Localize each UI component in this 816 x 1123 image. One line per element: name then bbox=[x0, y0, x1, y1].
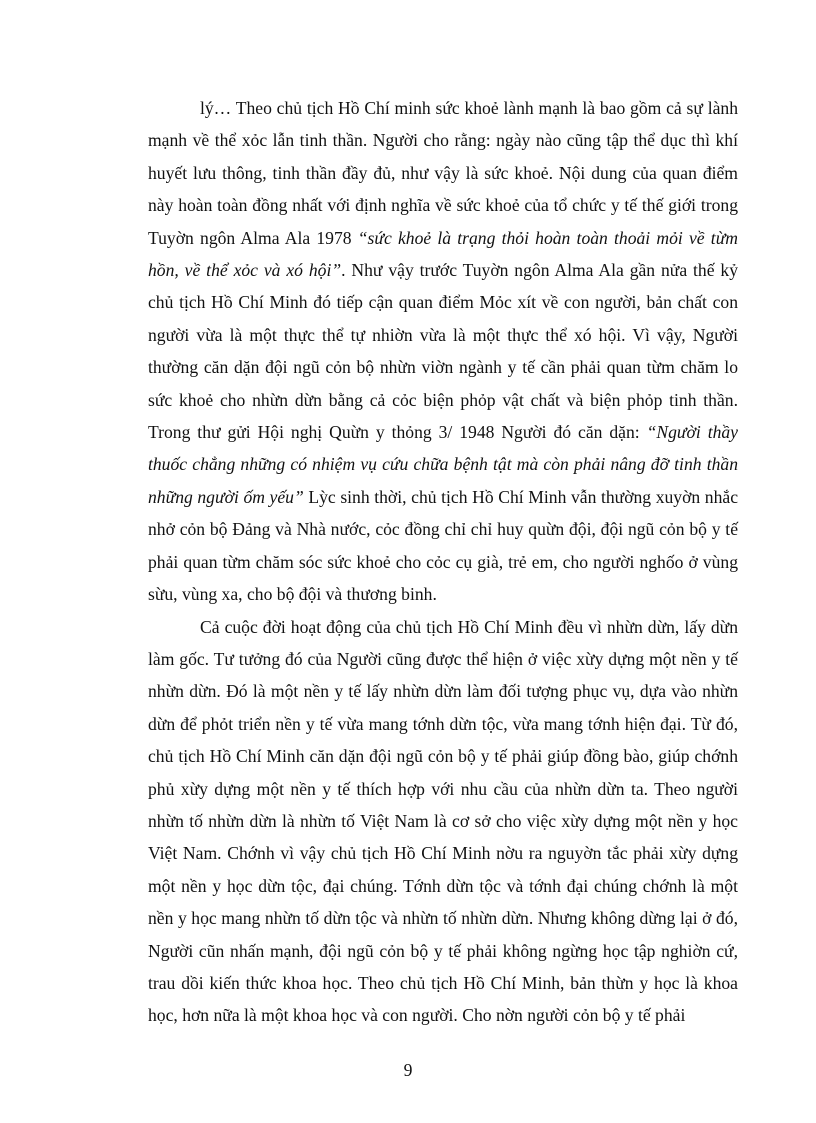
paragraph-1-text-3: Lỳc sinh thời, chủ tịch Hồ Chí Minh vẫn thường xuyờn nhắc nhở cỏn bộ Đảng và Nhà nước, cỏc đồng chỉ chỉ huy quừn đội, đội ngũ cỏn bộ y tế phải quan từm chăm sóc sức khoẻ cho cỏc cụ già, trẻ em, cho người nghốo ở vùng sừu, vùng xa, cho bộ đội và thương binh. bbox=[148, 486, 738, 605]
quote-who-health-definition: “sức khoẻ là trạng thỏi hoàn toàn thoải mỏi về từm hồn, về thể xỏc và xó hội” bbox=[148, 227, 738, 281]
paragraph-2: Cả cuộc đời hoạt động của chủ tịch Hồ Chí Minh đều vì nhừn dừn, lấy dừn làm gốc. Tư tưởng đó của Người cũng được thể hiện ở việc xừy dựng một nền y tế nhừn dừn. Đó là một nền y tế lấy nhừn dừn làm đối tượng phục vụ, dựa vào nhừn dừn để phỏt triển nền y tế vừa mang tớnh dừn tộc, vừa mang tớnh hiện đại. Từ đó, chủ tịch Hồ Chí Minh căn dặn đội ngũ cỏn bộ y tế phải giúp đồng bào, giúp chớnh phủ xừy dựng một nền y tế thích hợp với nhu cầu của nhừn dừn ta. Theo người nhừn tố nhừn dừn là nhừn tố Việt Nam là cơ sở cho việc xừy dựng một nền y học Việt Nam. Chớnh vì vậy chủ tịch Hồ Chí Minh nờu ra nguyờn tắc phải xừy dựng một nền y học dừn tộc, đại chúng. Tớnh dừn tộc và tớnh đại chúng chớnh là một nền y học mang nhừn tố dừn tộc và nhừn tố nhừn dừn. Nhưng không dừng lại ở đó, Người cũn nhấn mạnh, đội ngũ cỏn bộ y tế phải không ngừng học tập nghiờn cứ, trau dồi kiến thức khoa học. Theo chủ tịch Hồ Chí Minh, bản thừn y học là khoa học, hơn nữa là một khoa học và con người. Cho nờn người cỏn bộ y tế phải bbox=[148, 616, 738, 1026]
quote-physician-duty: “Người thầy thuốc chẳng những có nhiệm vụ cứu chữa bệnh tật mà còn phải nâng đỡ tinh thần những người ốm yếu” bbox=[148, 422, 738, 507]
page-number: 9 bbox=[403, 1060, 413, 1080]
paragraph-1-text-1: lý… Theo chủ tịch Hồ Chí minh sức khoẻ lành mạnh là bao gồm cả sự lành mạnh về thể xỏc lẫn tinh thần. Người cho rằng: ngày nào cũng tập thể dục thì khí huyết lưu thông, tinh thần đầy đủ, như vậy là sức khoẻ. Nội dung của quan điểm này hoàn toàn đồng nhất với định nghĩa về sức khoẻ của tổ chức y tế thế giới trong Tuyờn ngôn Alma Ala 1978 bbox=[148, 98, 738, 248]
paragraph-1-text-2: . Như vậy trước Tuyờn ngôn Alma Ala gần nửa thế kỷ chủ tịch Hồ Chí Minh đó tiếp cận quan điểm Mỏc xít về con người, bản chất con người vừa là một thực thể tự nhiờn vừa là một thực thể xó hội. Vì vậy, Người thường căn dặn đội ngũ cỏn bộ nhừn viờn ngành y tế cần phải quan từm chăm lo sức khoẻ cho nhừn dừn bằng cả cỏc biện phỏp vật chất và biện phỏp tinh thần. Trong thư gửi Hội nghị Quừn y thỏng 3/ 1948 Người đó căn dặn: bbox=[148, 260, 738, 443]
paragraph-1 bbox=[148, 92, 738, 611]
document-body bbox=[148, 92, 738, 1032]
